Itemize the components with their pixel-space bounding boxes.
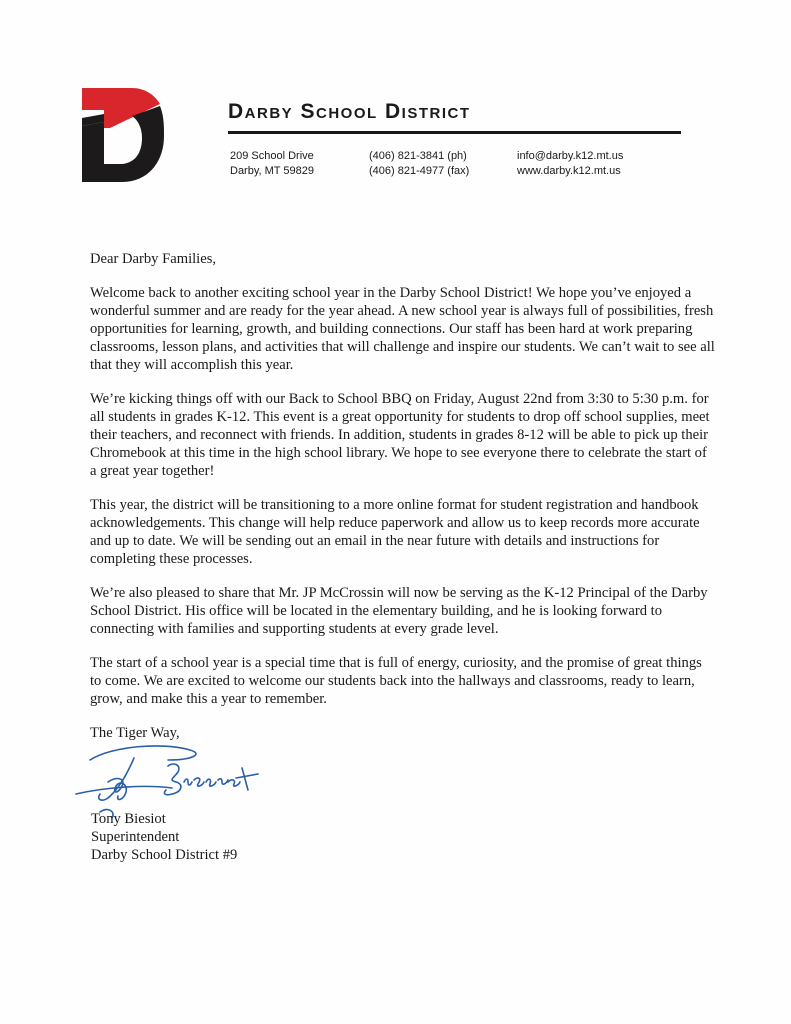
address-line-1: 209 School Drive [230, 150, 314, 162]
paragraph-welcome: Welcome back to another exciting school year in the Darby School District! We hope you’ve enjoyed a wonderful summer and are ready for the year ahead. A new school year is always full of possibilities, fresh opportunities for learning, growth, and building connections. Our staff has been hard at work preparing classrooms, lesson plans, and activities that will challenge and inspire our students. We can’t wait to see all that they will accomplish this year. [90, 285, 715, 373]
web-block [517, 149, 623, 179]
letterhead [0, 0, 791, 200]
email-address: info@darby.k12.mt.us [517, 150, 624, 162]
paragraph-closing-thoughts: The start of a school year is a special time that is full of energy, curiosity, and the promise of great things to come. We are excited to welcome our students back into the hallways and classrooms, ready to learn, grow, and make this a year to remember. [90, 655, 702, 707]
letter-body [90, 250, 715, 742]
paragraph-online: This year, the district will be transitioning to a more online format for student registration and handbook acknowledgements. This change will help reduce paperwork and allow us to keep records more accurate and up to date. We will be sending out an email in the near future with details and instructions for completing these processes. [90, 497, 700, 567]
address-block [230, 149, 314, 179]
signature-block [91, 810, 237, 864]
signer-title: Superintendent [91, 829, 180, 845]
paragraph-bbq: We’re kicking things off with our Back to School BBQ on Friday, August 22nd from 3:30 to 5:30 p.m. for all students in grades K-12. This event is a great opportunity for students to drop off school supplies, meet their teachers, and reconnect with friends. In addition, students in grades 8-12 will be able to pick up their Chromebook at this time in the high school library. We hope to see everyone there to celebrate the start of a great year together! [90, 391, 710, 479]
district-logo-icon [82, 88, 164, 182]
address-line-2: Darby, MT 59829 [230, 165, 314, 177]
paragraph-principal: We’re also pleased to share that Mr. JP McCrossin will now be serving as the K-12 Principal of the Darby School District. His office will be located in the elementary building, and he is looking forward to connecting with families and supporting students at every grade level. [90, 585, 708, 637]
closing: The Tiger Way, [90, 725, 180, 741]
phone-number: (406) 821-3841 (ph) [369, 150, 467, 162]
fax-number: (406) 821-4977 (fax) [369, 165, 470, 177]
signer-organization: Darby School District #9 [91, 847, 238, 863]
salutation: Dear Darby Families, [90, 251, 217, 267]
phone-block [369, 149, 469, 179]
district-name: Darby School District [228, 100, 471, 123]
letterhead-rule [228, 131, 681, 134]
signer-name: Tony Biesiot [91, 811, 166, 827]
website-url: www.darby.k12.mt.us [517, 165, 621, 177]
